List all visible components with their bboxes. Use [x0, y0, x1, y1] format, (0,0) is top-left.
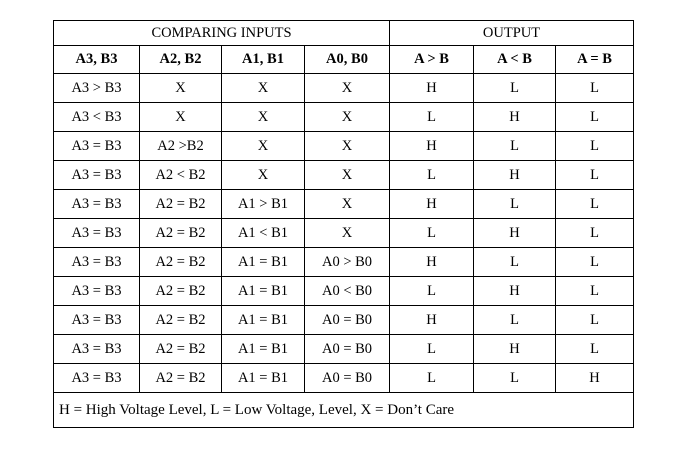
table-cell: L	[474, 74, 556, 103]
table-cell: A3 = B3	[54, 132, 140, 161]
table-body	[54, 74, 634, 393]
table-cell: A3 = B3	[54, 335, 140, 364]
table-cell: H	[474, 219, 556, 248]
group-header-output: OUTPUT	[390, 21, 634, 46]
table-cell: A0 = B0	[305, 306, 390, 335]
table-cell: L	[556, 132, 634, 161]
table-row	[54, 306, 634, 335]
group-header-comparing-inputs: COMPARING INPUTS	[54, 21, 390, 46]
table-cell: H	[390, 248, 474, 277]
table-cell: L	[390, 103, 474, 132]
table-cell: L	[474, 248, 556, 277]
table-cell: H	[474, 335, 556, 364]
table-cell: X	[305, 190, 390, 219]
table-cell: A3 = B3	[54, 190, 140, 219]
table-cell: A2 = B2	[140, 364, 222, 393]
table-cell: A3 < B3	[54, 103, 140, 132]
table-cell: A2 = B2	[140, 306, 222, 335]
table-cell: L	[390, 364, 474, 393]
table-cell: L	[556, 248, 634, 277]
table-cell: H	[474, 161, 556, 190]
column-header-a-less-b: A < B	[474, 46, 556, 74]
table-cell: A3 = B3	[54, 161, 140, 190]
table-cell: H	[474, 277, 556, 306]
table-cell: X	[140, 103, 222, 132]
table-cell: L	[556, 306, 634, 335]
table-row	[54, 190, 634, 219]
table-cell: A3 > B3	[54, 74, 140, 103]
table-cell: A2 = B2	[140, 335, 222, 364]
table-cell: X	[222, 74, 305, 103]
table-cell: X	[222, 161, 305, 190]
table-row	[54, 74, 634, 103]
table-cell: A0 = B0	[305, 364, 390, 393]
table-cell: A1 > B1	[222, 190, 305, 219]
table-row	[54, 161, 634, 190]
group-header-row	[54, 21, 634, 46]
table-cell: A2 >B2	[140, 132, 222, 161]
table-cell: L	[474, 190, 556, 219]
table-cell: L	[556, 219, 634, 248]
table-cell: L	[474, 364, 556, 393]
table-cell: A3 = B3	[54, 364, 140, 393]
column-header-a3-b3: A3, B3	[54, 46, 140, 74]
column-header-a2-b2: A2, B2	[140, 46, 222, 74]
table-row	[54, 277, 634, 306]
column-header-row	[54, 46, 634, 74]
table-row	[54, 248, 634, 277]
table-cell: A1 = B1	[222, 364, 305, 393]
table-cell: L	[556, 161, 634, 190]
column-header-a1-b1: A1, B1	[222, 46, 305, 74]
table-cell: H	[390, 132, 474, 161]
table-cell: A3 = B3	[54, 277, 140, 306]
table-cell: A0 > B0	[305, 248, 390, 277]
table-cell: X	[305, 219, 390, 248]
legend-note: H = High Voltage Level, L = Low Voltage, Level, X = Don’t Care	[54, 393, 634, 428]
table-cell: H	[390, 306, 474, 335]
table-cell: A1 = B1	[222, 306, 305, 335]
table-cell: A3 = B3	[54, 219, 140, 248]
table-cell: A1 = B1	[222, 335, 305, 364]
table-cell: L	[556, 190, 634, 219]
table-cell: A0 < B0	[305, 277, 390, 306]
column-header-a0-b0: A0, B0	[305, 46, 390, 74]
table-cell: A0 = B0	[305, 335, 390, 364]
column-header-a-equal-b: A = B	[556, 46, 634, 74]
table-cell: A3 = B3	[54, 248, 140, 277]
table-cell: L	[474, 132, 556, 161]
table-cell: X	[222, 132, 305, 161]
table-cell: L	[474, 306, 556, 335]
table-cell: X	[305, 132, 390, 161]
table-cell: L	[390, 335, 474, 364]
table-cell: A2 = B2	[140, 248, 222, 277]
table-cell: X	[140, 74, 222, 103]
legend-row	[54, 393, 634, 428]
table-cell: X	[305, 74, 390, 103]
table-cell: X	[222, 103, 305, 132]
table-cell: A1 = B1	[222, 248, 305, 277]
table-row	[54, 103, 634, 132]
table-cell: X	[305, 103, 390, 132]
table-cell: A1 < B1	[222, 219, 305, 248]
table-cell: H	[390, 190, 474, 219]
table-cell: A2 < B2	[140, 161, 222, 190]
table-cell: A2 = B2	[140, 277, 222, 306]
table-cell: L	[556, 277, 634, 306]
comparator-truth-table	[53, 20, 634, 428]
table-row	[54, 132, 634, 161]
table-cell: L	[556, 335, 634, 364]
table-row	[54, 364, 634, 393]
table-cell: A1 = B1	[222, 277, 305, 306]
column-header-a-greater-b: A > B	[390, 46, 474, 74]
table-cell: A3 = B3	[54, 306, 140, 335]
table-cell: L	[556, 74, 634, 103]
table-cell: L	[390, 277, 474, 306]
table-cell: H	[390, 74, 474, 103]
table-row	[54, 335, 634, 364]
table-row	[54, 219, 634, 248]
table-cell: H	[556, 364, 634, 393]
table-cell: X	[305, 161, 390, 190]
table-cell: H	[474, 103, 556, 132]
table-cell: L	[556, 103, 634, 132]
table-cell: A2 = B2	[140, 219, 222, 248]
table-cell: L	[390, 161, 474, 190]
table-cell: L	[390, 219, 474, 248]
table-cell: A2 = B2	[140, 190, 222, 219]
